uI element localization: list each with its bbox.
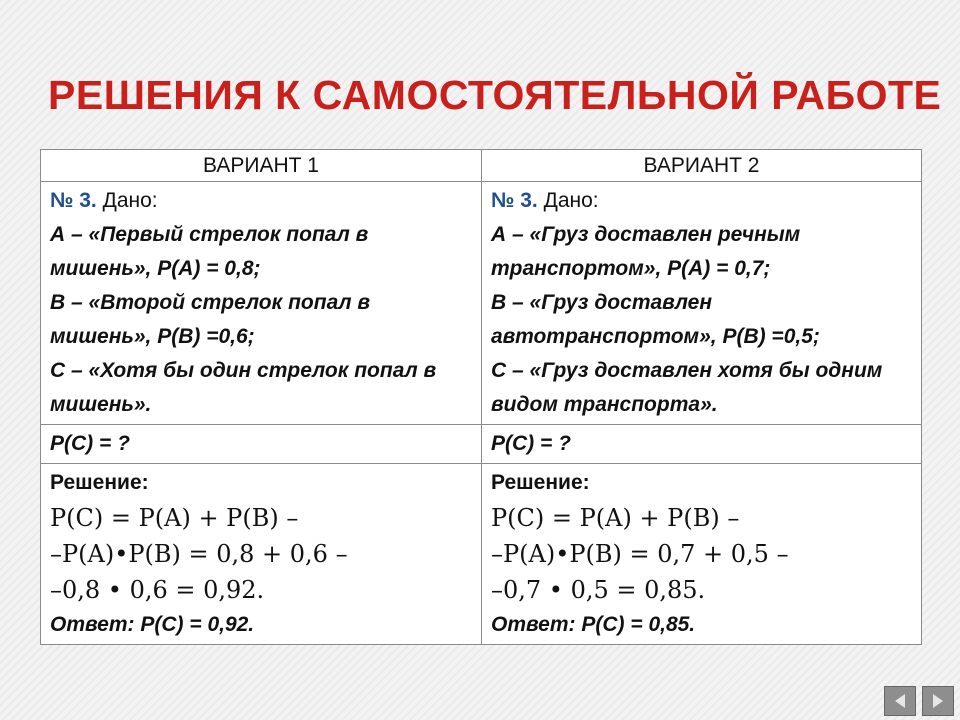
task-heading xyxy=(491,184,912,218)
event-a: А – «Груз доставлен речным транспортом», Р(А) = 0,7; xyxy=(491,223,801,280)
variant-2-header: ВАРИАНТ 2 xyxy=(482,150,922,182)
given-label: Дано: xyxy=(102,189,158,212)
variant-1-header: ВАРИАНТ 1 xyxy=(41,150,482,182)
variant-2-given xyxy=(482,182,922,425)
slide-title: РЕШЕНИЯ К САМОСТОЯТЕЛЬНОЙ РАБОТЕ xyxy=(48,72,942,118)
given-label: Дано: xyxy=(543,189,599,212)
event-c: С – «Груз доставлен хотя бы одним видом транспорта». xyxy=(491,359,883,416)
variant-2-find: Р(С) = ? xyxy=(482,425,922,464)
formula-line-1: P(C) = P(A) + P(B) – xyxy=(491,504,740,532)
answer: Ответ: Р(С) = 0,85. xyxy=(491,613,696,636)
formula-line-3: –0,7 • 0,5 = 0,85. xyxy=(491,576,706,604)
formula-line-1: P(C) = P(A) + P(B) – xyxy=(50,504,299,532)
next-slide-button[interactable] xyxy=(922,686,954,716)
variant-1-find: Р(С) = ? xyxy=(41,425,482,464)
task-heading xyxy=(50,184,472,218)
solution-row xyxy=(41,464,922,645)
prev-slide-button[interactable] xyxy=(884,686,916,716)
next-slide-icon xyxy=(929,692,947,710)
variant-1-solution xyxy=(41,464,482,645)
formula-line-3: –0,8 • 0,6 = 0,92. xyxy=(50,576,265,604)
answer: Ответ: Р(С) = 0,92. xyxy=(50,613,255,636)
formula-line-2: –P(A)•P(B) = 0,7 + 0,5 – xyxy=(491,540,789,568)
variant-1-given xyxy=(41,182,482,425)
task-number: № 3. xyxy=(491,189,538,212)
variant-2-solution xyxy=(482,464,922,645)
event-a: А – «Первый стрелок попал в мишень», Р(А) = 0,8; xyxy=(50,223,369,280)
given-row xyxy=(41,182,922,425)
header-row xyxy=(41,150,922,182)
formula-line-2: –P(A)•P(B) = 0,8 + 0,6 – xyxy=(50,540,348,568)
task-number: № 3. xyxy=(50,189,97,212)
event-c: С – «Хотя бы один стрелок попал в мишень». xyxy=(50,359,437,416)
solution-label: Решение: xyxy=(50,471,149,494)
event-b: В – «Груз доставлен автотранспортом», Р(В) =0,5; xyxy=(491,291,820,348)
solution-label: Решение: xyxy=(491,471,590,494)
find-row xyxy=(41,425,922,464)
event-b: В – «Второй стрелок попал в мишень», Р(В) =0,6; xyxy=(50,291,371,348)
prev-slide-icon xyxy=(891,692,909,710)
solutions-table xyxy=(40,149,922,645)
